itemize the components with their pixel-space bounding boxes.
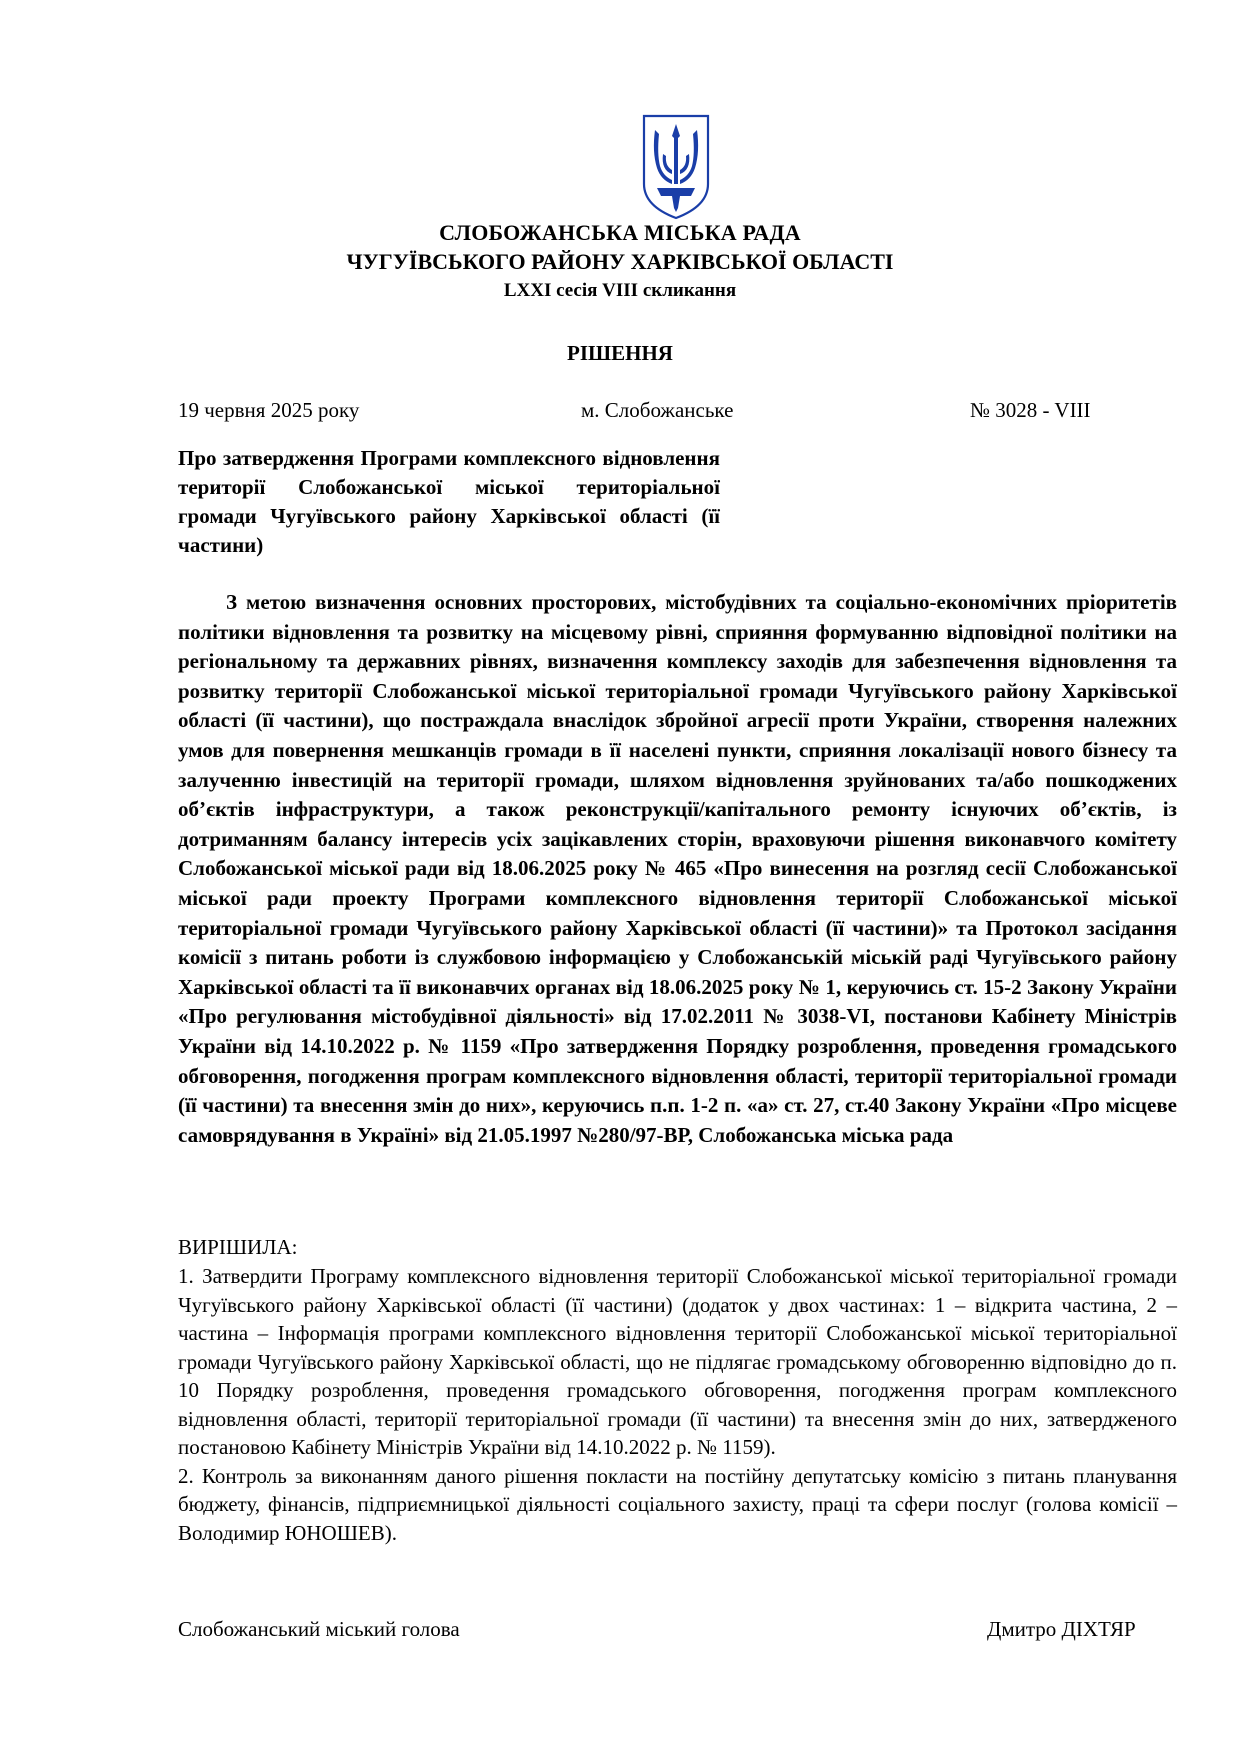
decision-number: № 3028 - VIII [970, 398, 1091, 422]
decision-place: м. Слобожанське [581, 398, 734, 422]
decision-date: 19 червня 2025 року [178, 398, 360, 422]
preamble-paragraph: З метою визначення основних просторових, містобудівних та соціально-економічних пріоритетів політики відновлення та розвитку на місцевому рівні, сприяння формуванню відповідної політики на регіональному та державних рівнях, визначення комплексу заходів для забезпечення відновлення та розвитку території Слобожанської міської територіальної громади Чугуївського району Харківської області (її частини), що постраждала внаслідок збройної агресії проти України, створення належних умов для повернення мешканців громади в її населені пункти, сприяння локалізації нового бізнесу та залученню інвестицій на території громади, шляхом відновлення зруйнованих та/або пошкоджених об’єктів інфраструктури, а також реконструкції/капітального ремонту існуючих об’єктів, із дотриманням балансу інтересів усіх зацікавлених сторін, враховуючи рішення виконавчого комітету Слобожанської міської ради від 18.06.2025 року № 465 «Про винесення на розгляд сесії Слобожанської міської ради проекту Програми комплексного відновлення території Слобожанської міської територіальної громади Чугуївського району Харківської області (її частини)» та Протокол засідання комісії з питань роботи із службовою інформацією у Слобожанській міській раді Чугуївського району Харківської області та її виконавчих органах від 18.06.2025 року № 1, керуючись ст. 15-2 Закону України «Про регулювання містобудівної діяльності» від 17.02.2011 № 3038-VI, постанови Кабінету Міністрів України від 14.10.2022 р. № 1159 «Про затвердження Порядку розроблення, проведення громадського обговорення, погодження програм комплексного відновлення області, території територіальної громади (її частини) та внесення змін до них», керуючись п.п. 1-2 п. «а» ст. 27, ст.40 Закону України «Про місцеве самоврядування в Україні» від 21.05.1997 №280/97-ВР, Слобожанська міська рада [178, 590, 1177, 1147]
signatory-title: Слобожанський міський голова [178, 1617, 460, 1641]
session-info: LXXI сесія VIII скликання [503, 280, 737, 301]
resolution-item-2: 2. Контроль за виконанням даного рішення покласти на постійну депутатську комісію з питань планування бюджету, фінансів, підприємницької діяльності соціального захисту, праці та сфери послуг (голова комісії – Володимир ЮНОШЕВ). [178, 1463, 1177, 1545]
decision-subject: Про затвердження Програми комплексного відновлення території Слобожанської міської територіальної громади Чугуївського району Харківської області (її частини) [178, 446, 720, 557]
signatory-name: Дмитро ДІХТЯР [987, 1617, 1136, 1641]
resolution-item-1: 1. Затвердити Програму комплексного відновлення території Слобожанської міської територіальної громади Чугуївського району Харківської області (її частини) (додаток у двох частинах: 1 – відкрита частина, 2 – частина – Інформація програми комплексного відновлення території Слобожанської міської територіальної громади Чугуївського району Харківської області, що не підлягає громадському обговоренню відповідно до п. 10 Порядку розроблення, проведення громадського обговорення, погодження програм комплексного відновлення області, території територіальної громади (її частини) та внесення змін до них, затвердженого постановою Кабінету Міністрів України від 14.10.2022 р. № 1159). [178, 1264, 1177, 1459]
document-type: РІШЕННЯ [567, 341, 673, 365]
council-name: СЛОБОЖАНСЬКА МІСЬКА РАДА [439, 220, 801, 245]
resolution-items [178, 1262, 1177, 1547]
resolved-label: ВИРІШИЛА: [178, 1235, 298, 1259]
district-name: ЧУГУЇВСЬКОГО РАЙОНУ ХАРКІВСЬКОЇ ОБЛАСТІ [346, 249, 894, 274]
coat-of-arms-icon [641, 114, 711, 220]
